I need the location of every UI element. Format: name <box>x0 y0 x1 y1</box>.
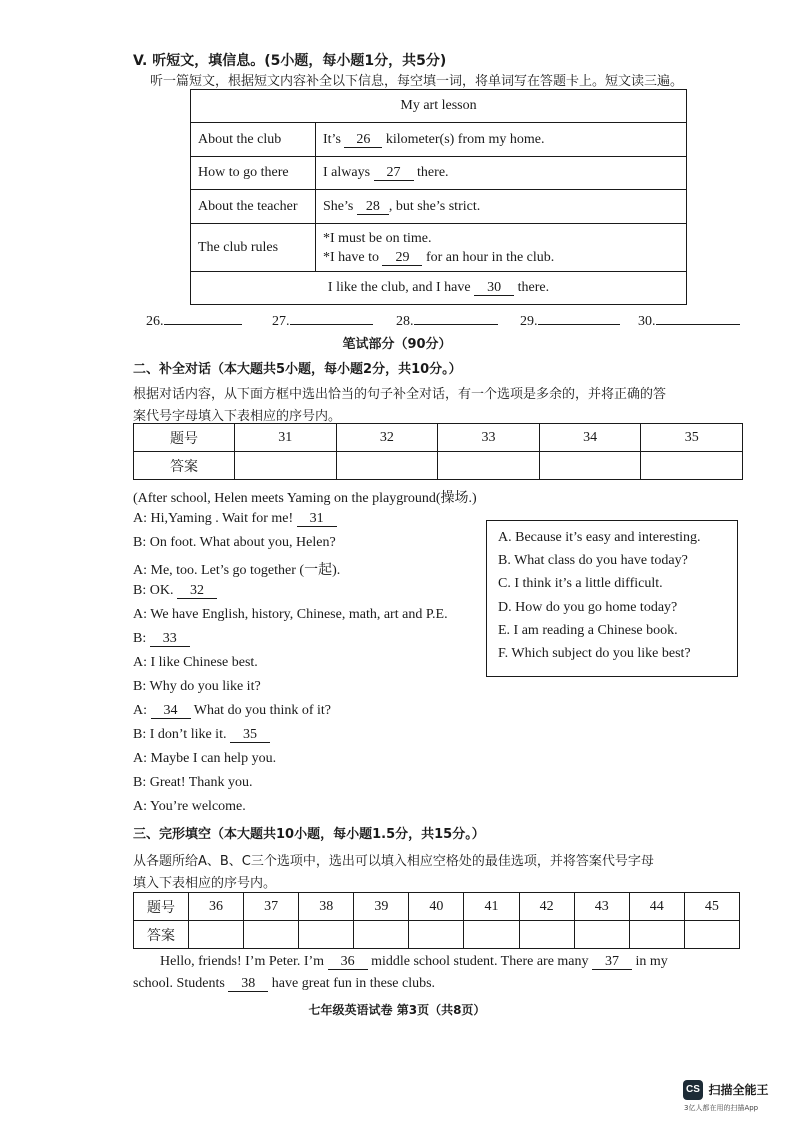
table-label-ans: 答案 <box>134 452 235 480</box>
table-number: 36 <box>189 893 244 921</box>
answer-cell-45[interactable] <box>684 921 739 949</box>
table-number: 40 <box>409 893 464 921</box>
blank-29[interactable]: 29 <box>382 251 422 266</box>
dialogue-line: A: Hi,Yaming . Wait for me! 31 <box>133 511 337 527</box>
row-content: I like the club, and I have 30 there. <box>191 272 687 305</box>
table-number: 39 <box>354 893 409 921</box>
answer-cell-36[interactable] <box>189 921 244 949</box>
blank-28[interactable]: 28 <box>357 200 389 215</box>
answer-cell-41[interactable] <box>464 921 519 949</box>
section5-instruction: 听一篇短文，根据短文内容补全以下信息，每空填一词，将单词写在答题卡上。短文读三遍。 <box>150 74 684 89</box>
dialogue-line: A: We have English, history, Chinese, math, art and P.E. <box>133 607 448 622</box>
answer-cell-44[interactable] <box>629 921 684 949</box>
table-number: 38 <box>299 893 354 921</box>
answer-line-28[interactable]: 28. <box>396 314 498 330</box>
watermark-tagline: 3亿人都在用的扫描App <box>684 1104 759 1112</box>
blank-33[interactable]: 33 <box>150 632 190 647</box>
option-c: C. I think it’s a little difficult. <box>498 576 663 591</box>
answer-line-30[interactable]: 30. <box>638 314 740 330</box>
row-content: She’s 28 , but she’s strict. <box>316 190 687 224</box>
table-number: 37 <box>244 893 299 921</box>
blank-26[interactable]: 26 <box>344 133 382 148</box>
option-d: D. How do you go home today? <box>498 600 678 615</box>
table-number: 45 <box>684 893 739 921</box>
dialogue-line: A: You’re welcome. <box>133 799 246 814</box>
blank-37[interactable]: 37 <box>592 955 632 970</box>
table-number: 41 <box>464 893 519 921</box>
option-e: E. I am reading a Chinese book. <box>498 623 678 638</box>
answer-cell-32[interactable] <box>336 452 438 480</box>
table-number: 31 <box>235 424 337 452</box>
section5-heading: V. 听短文，填信息。(5小题，每小题1分，共5分) <box>133 53 447 69</box>
section2-instruction-2: 案代号字母填入下表相应的序号内。 <box>133 409 342 424</box>
passage-line-2: school. Students 38 have great fun in these clubs. <box>133 976 436 991</box>
answer-cell-31[interactable] <box>235 452 337 480</box>
row-label: About the teacher <box>191 190 316 224</box>
blank-34[interactable]: 34 <box>151 704 191 719</box>
blank-35[interactable]: 35 <box>230 728 270 743</box>
dialogue-line: B: Why do you like it? <box>133 679 261 694</box>
passage-line-1: Hello, friends! I’m Peter. I’m 36 middle school student. There are many 37 in my <box>160 954 668 969</box>
table-label-num: 题号 <box>134 893 189 921</box>
dialogue-line: B: On foot. What about you, Helen? <box>133 535 336 550</box>
dialogue-line: A: Maybe I can help you. <box>133 751 277 766</box>
row-label: The club rules <box>191 224 316 272</box>
table-number: 43 <box>574 893 629 921</box>
option-a: A. Because it’s easy and interesting. <box>498 530 701 545</box>
section2-instruction-1: 根据对话内容，从下面方框中选出恰当的句子补全对话，有一个选项是多余的，并将正确的答 <box>133 387 667 402</box>
answer-cell-33[interactable] <box>438 452 540 480</box>
answer-cell-39[interactable] <box>354 921 409 949</box>
row-content: It’s 26 kilometer(s) from my home. <box>316 123 687 157</box>
answer-table-36-45 <box>133 892 740 949</box>
dialogue-intro: (After school, Helen meets Yaming on the playground(操场.) <box>133 491 477 506</box>
answer-cell-42[interactable] <box>519 921 574 949</box>
table-number: 32 <box>336 424 438 452</box>
section3-instruction-1: 从各题所给A、B、C三个选项中，选出可以填入相应空格处的最佳选项，并将答案代号字母 <box>133 854 654 869</box>
dialogue-line: A: Me, too. Let’s go together (一起). <box>133 563 341 578</box>
option-b: B. What class do you have today? <box>498 553 688 568</box>
answer-line-27[interactable]: 27. <box>272 314 373 330</box>
table-number: 42 <box>519 893 574 921</box>
answer-cell-40[interactable] <box>409 921 464 949</box>
table-label-num: 题号 <box>134 424 235 452</box>
camscanner-logo: CS <box>683 1080 703 1100</box>
written-part-title: 笔试部分（90分） <box>342 337 452 352</box>
table-number: 44 <box>629 893 684 921</box>
answer-table-31-35 <box>133 423 743 480</box>
answer-cell-38[interactable] <box>299 921 354 949</box>
answer-cell-34[interactable] <box>539 452 641 480</box>
blank-30[interactable]: 30 <box>474 281 514 296</box>
row-label: How to go there <box>191 157 316 190</box>
watermark-name: 扫描全能王 <box>708 1083 769 1097</box>
section3-instruction-2: 填入下表相应的序号内。 <box>133 876 277 891</box>
answer-line-26[interactable]: 26. <box>146 314 242 330</box>
blank-38[interactable]: 38 <box>228 977 268 992</box>
dialogue-line: B: I don’t like it. 35 <box>133 727 270 743</box>
blank-31[interactable]: 31 <box>297 512 337 527</box>
dialogue-line: B: Great! Thank you. <box>133 775 253 790</box>
dialogue-line: B: OK. 32 <box>133 583 217 599</box>
table-label-ans: 答案 <box>134 921 189 949</box>
dialogue-line: B: 33 <box>133 631 190 647</box>
table-number: 35 <box>641 424 743 452</box>
answer-cell-35[interactable] <box>641 452 743 480</box>
table-number: 33 <box>438 424 540 452</box>
section3-heading: 三、完形填空（本大题共10小题，每小题1.5分，共15分。） <box>133 827 485 842</box>
answer-line-29[interactable]: 29. <box>520 314 620 330</box>
options-box <box>486 520 738 677</box>
answer-cell-37[interactable] <box>244 921 299 949</box>
row-label: About the club <box>191 123 316 157</box>
row-content: *I must be on time. *I have to 29 for an hour in the club. <box>316 224 687 272</box>
blank-36[interactable]: 36 <box>328 955 368 970</box>
scanner-watermark <box>683 1080 769 1100</box>
dialogue-line: A: 34 What do you think of it? <box>133 703 332 718</box>
dialogue-line: A: I like Chinese best. <box>133 655 258 670</box>
answer-cell-43[interactable] <box>574 921 629 949</box>
blank-32[interactable]: 32 <box>177 584 217 599</box>
option-f: F. Which subject do you like best? <box>498 646 691 661</box>
page-footer: 七年级英语试卷 第3页（共8页） <box>308 1003 486 1017</box>
row-content: I always 27 there. <box>316 157 687 190</box>
section2-heading: 二、补全对话（本大题共5小题，每小题2分，共10分。） <box>133 362 462 377</box>
art-lesson-table <box>190 89 687 305</box>
table-number: 34 <box>539 424 641 452</box>
table-title: My art lesson <box>191 90 687 123</box>
blank-27[interactable]: 27 <box>374 166 414 181</box>
